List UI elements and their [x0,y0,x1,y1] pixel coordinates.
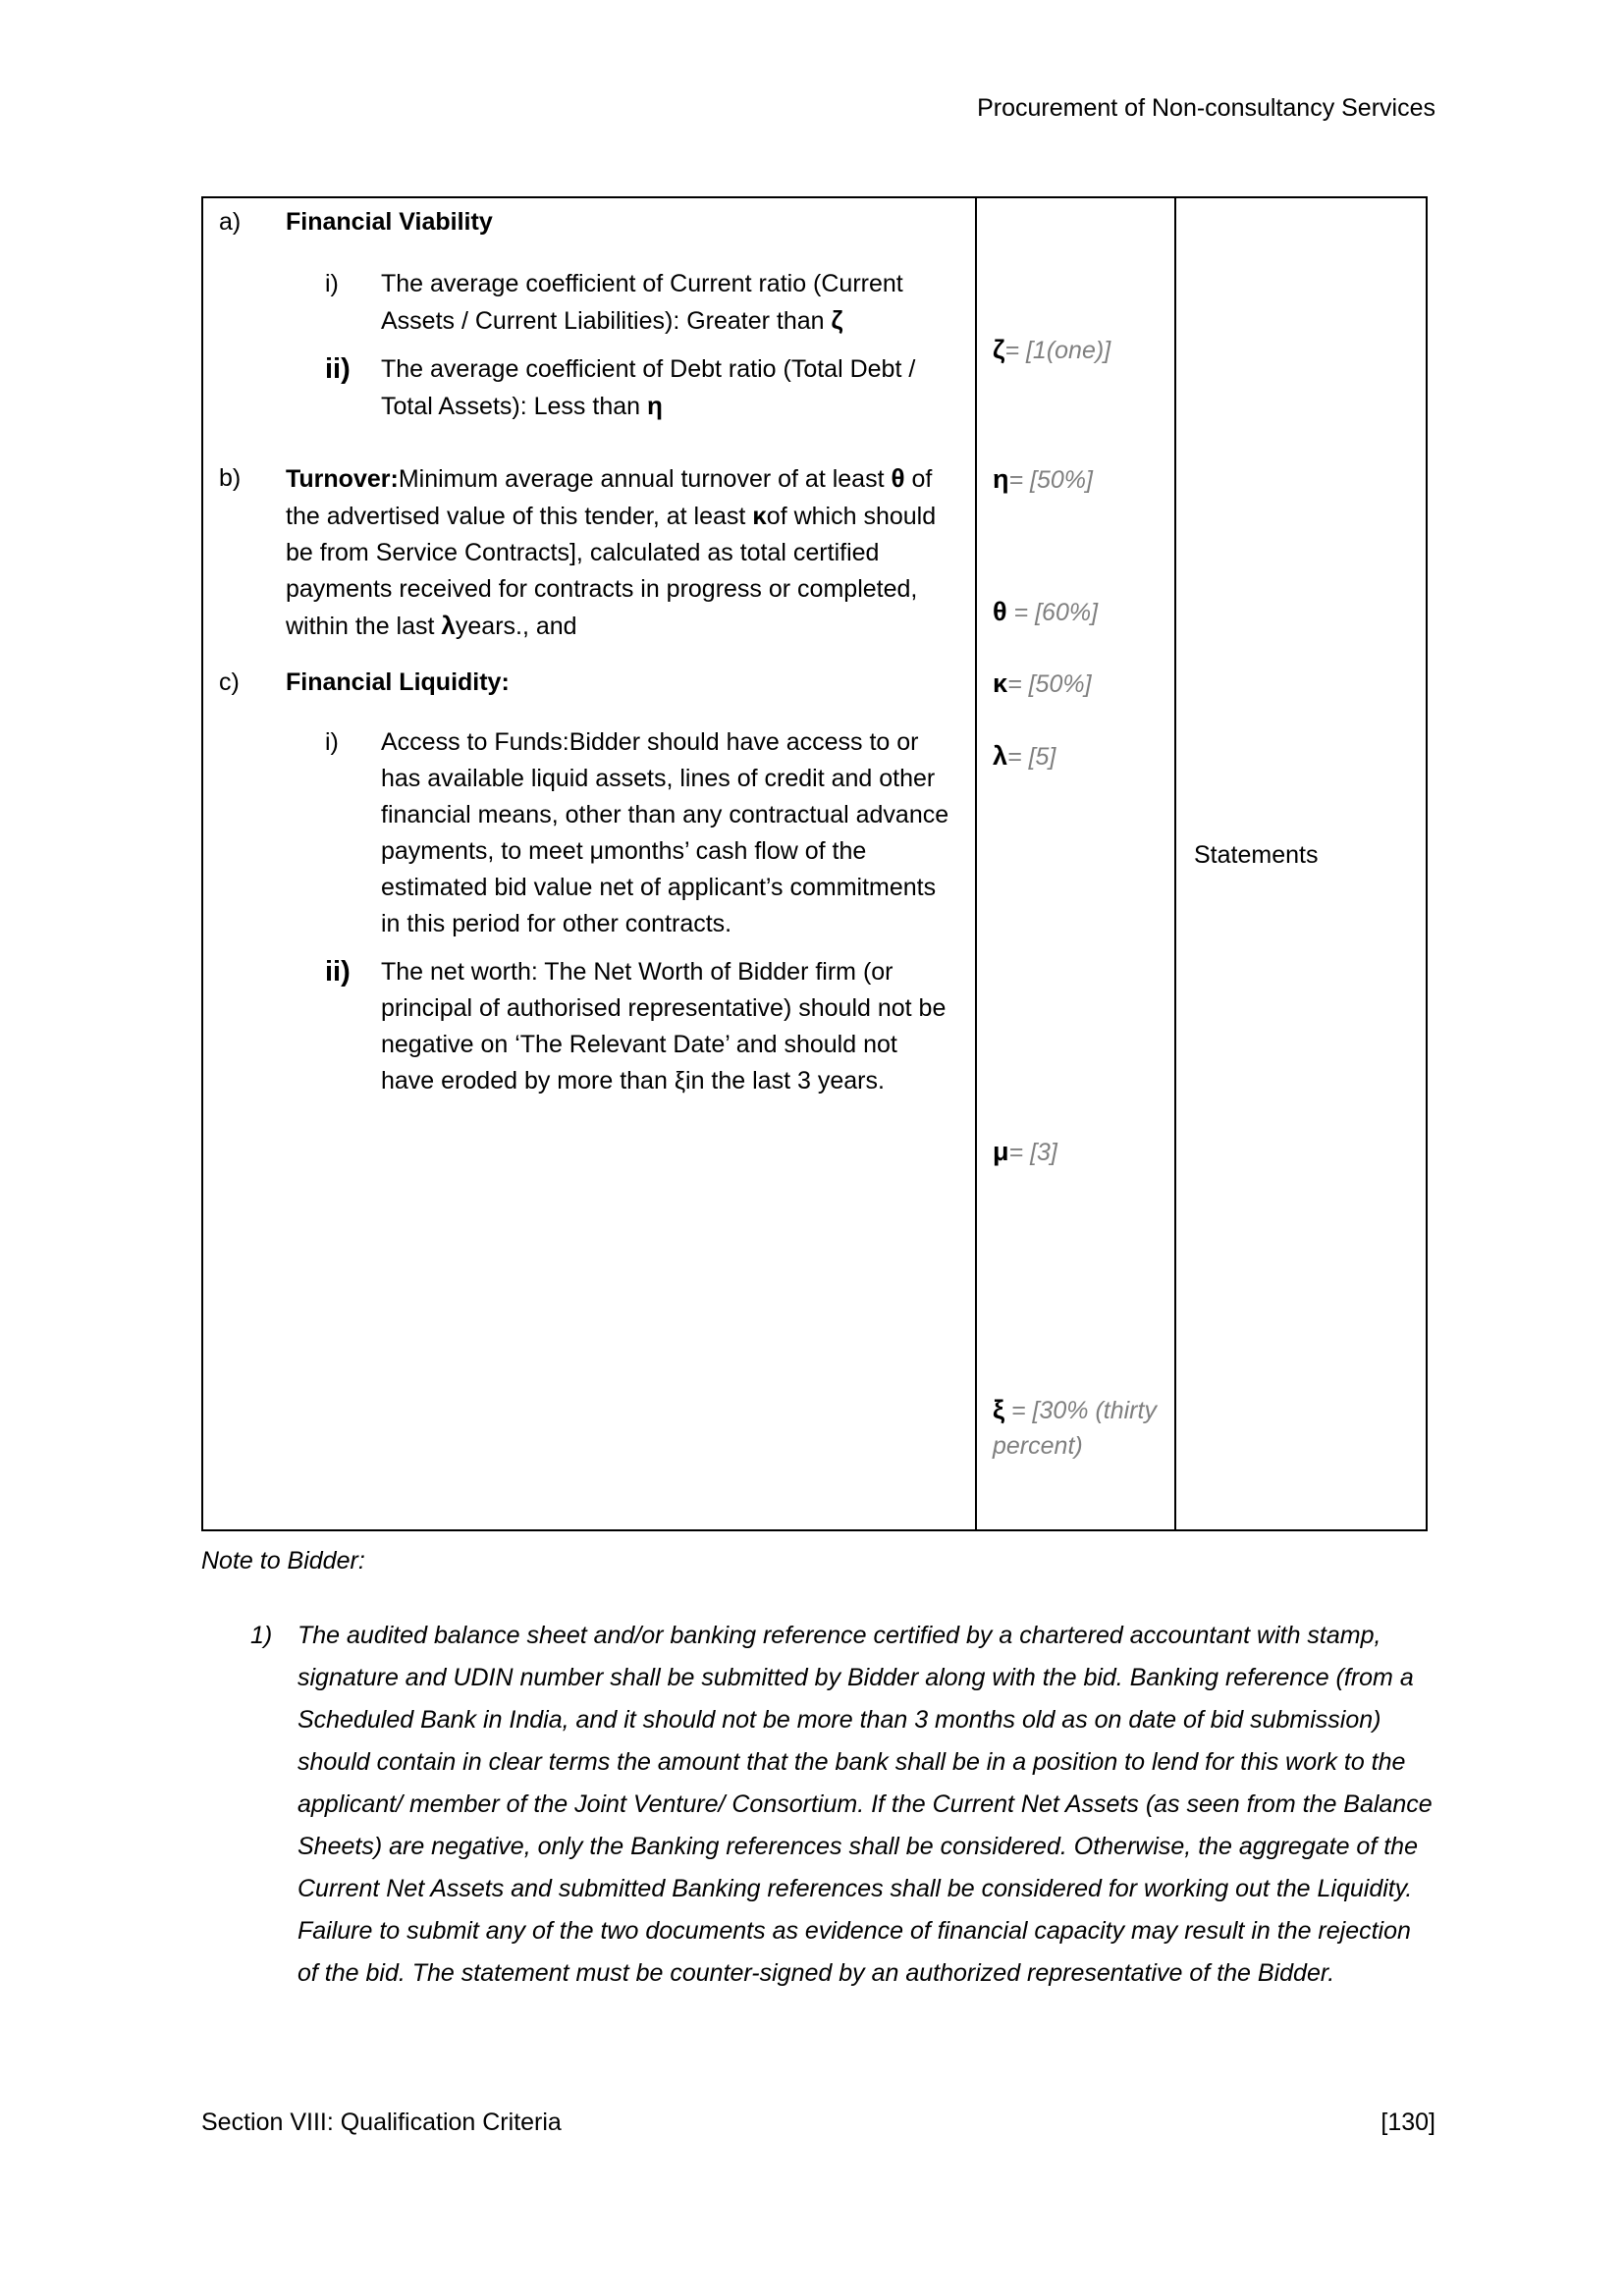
criterion-a-label: a) [219,208,242,236]
symbol-zeta-inline: ζ [831,305,843,335]
criterion-c-sub-i [325,724,959,942]
criterion-a-title: Financial Viability [286,208,493,236]
criterion-c-sub-i-num: i) [325,728,339,756]
symbol-kappa-inline: κ [752,501,767,530]
symbol-mu-inline: μ [589,837,605,865]
criterion-a-sub-ii-text: The average coefficient of Debt ratio (Total Debt / Total Assets): Less than η [381,355,916,420]
symbol-xi-inline: ξ [674,1067,686,1095]
page-header-title: Procurement of Non-consultancy Services [977,94,1435,122]
statements-label: Statements [1194,841,1319,869]
statements-cell [1175,197,1427,1530]
criterion-b-lead: Turnover: [286,465,399,493]
note-heading: Note to Bidder: [201,1547,365,1575]
criterion-c-sub-ii [325,954,959,1099]
criterion-a-sub-ii [325,351,959,425]
note-item-1 [250,1615,1435,1995]
criterion-b [219,460,959,645]
footer-page-number: [130] [1380,2109,1435,2136]
criterion-a-sub-i-num: i) [325,270,339,297]
param-mu: μ= [3] [993,1137,1057,1166]
param-kappa: κ= [50%] [993,668,1092,698]
criterion-c-label: c) [219,668,240,696]
symbol-eta-inline: η [646,391,663,420]
note-item-1-num: 1) [250,1622,273,1649]
param-theta: θ = [60%] [993,597,1099,626]
footer-section-title: Section VIII: Qualification Criteria [201,2109,562,2136]
criteria-cell [202,197,976,1530]
page-footer [201,2109,1435,2137]
criterion-a-sub-i [325,266,959,340]
criterion-c-sublist [325,724,959,1099]
criterion-b-text: Turnover:Minimum average annual turnover of at least θ of the advertised value of this tender, at least κof which should be from Service Contracts], calculated as total certified payments received for contracts in progress or completed, within the last λyears., and [286,463,937,640]
note-item-1-text: The audited balance sheet and/or banking reference certified by a chartered accountant with stamp, signature and UDIN number shall be submitted by Bidder along with the bid. Banking reference (from a Scheduled Bank in India, and it should not be more than 3 months old as on date of bid submission) should contain in clear terms the amount that the bank shall be in a position to lend for this work to the applicant/ member of the Joint Venture/ Consortium. If the Current Net Assets (as seen from the Balance Sheets) are negative, only the Banking references shall be considered. Otherwise, the aggregate of the Current Net Assets and submitted Banking references shall be considered for working out the Liquidity. Failure to submit any of the two documents as evidence of financial capacity may result in the rejection of the bid. The statement must be counter-signed by an authorized representative of the Bidder. [298,1622,1433,1987]
param-xi: ξ = [30% (thirty percent) [993,1395,1157,1460]
criterion-b-label: b) [219,464,242,492]
criterion-c [219,665,959,701]
symbol-lambda-inline: λ [441,611,456,640]
symbol-theta-inline: θ [891,463,905,493]
criterion-c-title: Financial Liquidity: [286,668,510,696]
criterion-c-sub-ii-text: The net worth: The Net Worth of Bidder firm (or principal of authorised representative) should not be negative on ‘The Relevant Date’ and should not have eroded by more than ξin the last 3 years. [381,958,947,1095]
param-eta: η= [50%] [993,464,1093,494]
criterion-c-sub-i-text: Access to Funds:Bidder should have access to or has available liquid assets, lines of credit and other financial means, other than any contractual advance payments, to meet μmonths’ cash flow of the estimated bid value net of applicant’s commitments in this period for other contracts. [381,728,949,937]
criterion-a [219,204,959,240]
note-to-bidder-section [201,1543,1435,1995]
qualification-criteria-table [201,196,1428,1531]
criterion-c-sub-ii-num: ii) [325,956,351,988]
param-zeta: ζ= [1(one)] [993,335,1111,364]
table-row [202,197,1427,1530]
parameter-values-cell [976,197,1175,1530]
criterion-a-sub-i-text: The average coefficient of Current ratio (Current Assets / Current Liabilities): Greater than ζ [381,270,903,335]
criterion-a-sublist [325,266,959,425]
criterion-a-sub-ii-num: ii) [325,353,351,385]
param-lambda: λ= [5] [993,741,1056,771]
